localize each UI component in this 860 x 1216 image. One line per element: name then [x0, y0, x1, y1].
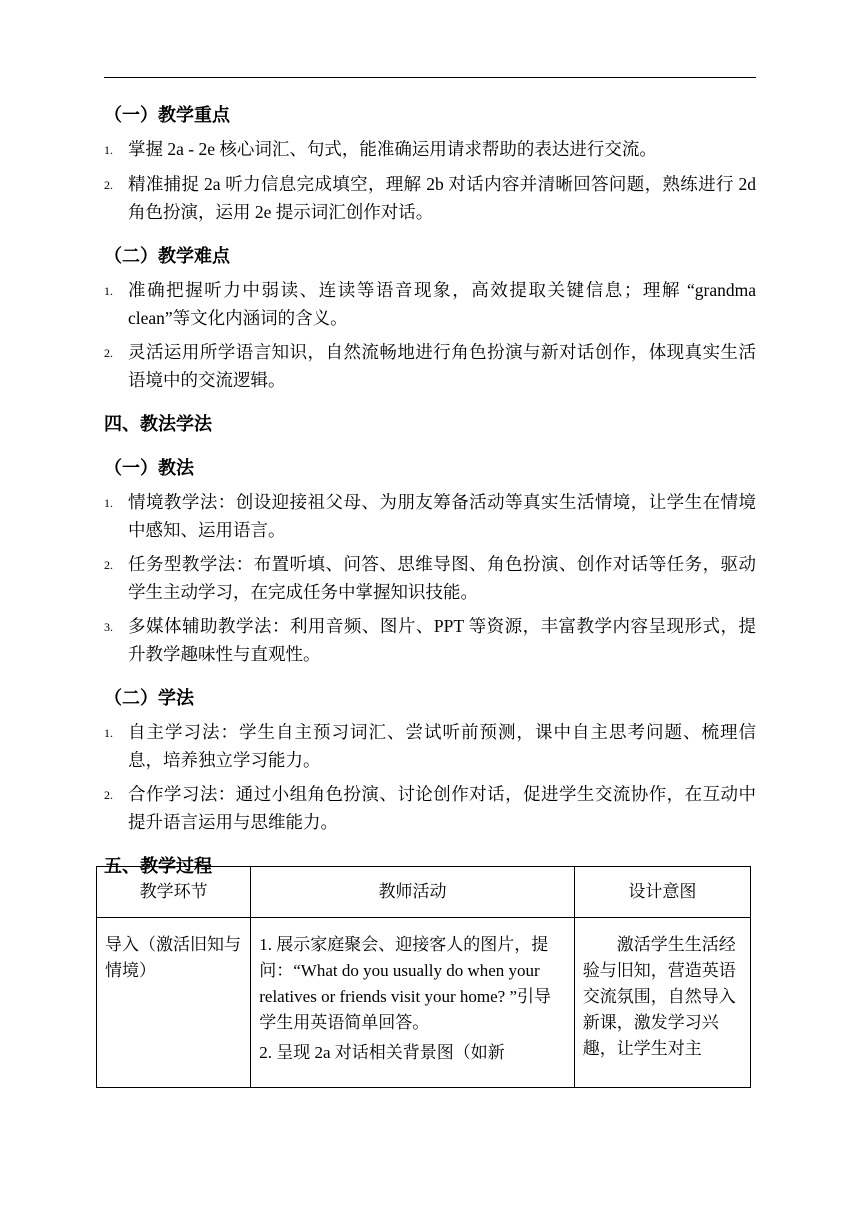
- list-text: 精准捕捉 2a 听力信息完成填空，理解 2b 对话内容并清晰回答问题，熟练进行 2d 角色扮演，运用 2e 提示词汇创作对话。: [128, 174, 756, 222]
- learning-methods-heading: （二）学法: [104, 688, 194, 708]
- learning-item-2: [104, 780, 756, 836]
- list-text: 任务型教学法：布置听填、问答、思维导图、角色扮演、创作对话等任务，驱动学生主动学习，在完成任务中掌握知识技能。: [128, 554, 756, 602]
- teaching-item-2: [104, 550, 756, 606]
- list-text: 情境教学法：创设迎接祖父母、为朋友筹备活动等真实生活情境，让学生在情境中感知、运用语言。: [128, 492, 756, 540]
- activity-step-1: 1. 展示家庭聚会、迎接客人的图片，提问：“What do you usually do when your relatives or friends visit your home? ”引导学生用英语简单回答。: [259, 935, 551, 1032]
- column-header-intent: 设计意图: [574, 867, 750, 918]
- activity-cell: [251, 918, 574, 1088]
- teaching-process-table: [96, 866, 751, 1088]
- list-text: 掌握 2a - 2e 核心词汇、句式，能准确运用请求帮助的表达进行交流。: [128, 139, 657, 159]
- teaching-item-1: [104, 488, 756, 544]
- difficulty-item-1: [104, 276, 756, 332]
- list-text: 准确把握听力中弱读、连读等语音现象，高效提取关键信息；理解 “grandma clean”等文化内涵词的含义。: [128, 280, 756, 328]
- table-row: [97, 918, 751, 1088]
- difficulty-item-2: [104, 338, 756, 394]
- focus-item-2: [104, 170, 756, 226]
- list-number: 1.: [104, 284, 113, 298]
- learning-item-1: [104, 718, 756, 774]
- list-number: 2.: [104, 346, 113, 360]
- section5-heading: 五、教学过程: [104, 856, 212, 876]
- list-number: 1.: [104, 143, 113, 157]
- list-number: 2.: [104, 178, 113, 192]
- list-number: 1.: [104, 496, 113, 510]
- content-body: [104, 101, 756, 880]
- intent-cell: 激活学生生活经验与旧知，营造英语交流氛围，自然导入新课，激发学习兴趣，让学生对主: [574, 918, 750, 1088]
- list-text: 灵活运用所学语言知识，自然流畅地进行角色扮演与新对话创作，体现真实生活语境中的交流逻辑。: [128, 342, 756, 390]
- column-header-activity: 教师活动: [251, 867, 574, 918]
- list-text: 合作学习法：通过小组角色扮演、讨论创作对话，促进学生交流协作，在互动中提升语言运用与思维能力。: [128, 784, 756, 832]
- list-number: 2.: [104, 788, 113, 802]
- stage-cell: 导入（激活旧知与情境）: [97, 918, 251, 1088]
- focus-heading: （一）教学重点: [104, 105, 230, 125]
- difficulty-heading: （二）教学难点: [104, 246, 230, 266]
- column-header-stage: 教学环节: [97, 867, 251, 918]
- section4-heading: 四、教法学法: [104, 414, 212, 434]
- list-text: 自主学习法：学生自主预习词汇、尝试听前预测，课中自主思考问题、梳理信息，培养独立学习能力。: [128, 722, 756, 770]
- teaching-item-3: [104, 612, 756, 668]
- list-text: 多媒体辅助教学法：利用音频、图片、PPT 等资源，丰富教学内容呈现形式，提升教学趣味性与直观性。: [128, 616, 756, 664]
- activity-step-2: 2. 呈现 2a 对话相关背景图（如新: [259, 1043, 505, 1062]
- header-rule: [104, 77, 756, 78]
- list-number: 1.: [104, 726, 113, 740]
- table-header-row: [97, 867, 751, 918]
- list-number: 3.: [104, 620, 113, 634]
- focus-item-1: [104, 135, 756, 164]
- teaching-methods-heading: （一）教法: [104, 458, 194, 478]
- list-number: 2.: [104, 558, 113, 572]
